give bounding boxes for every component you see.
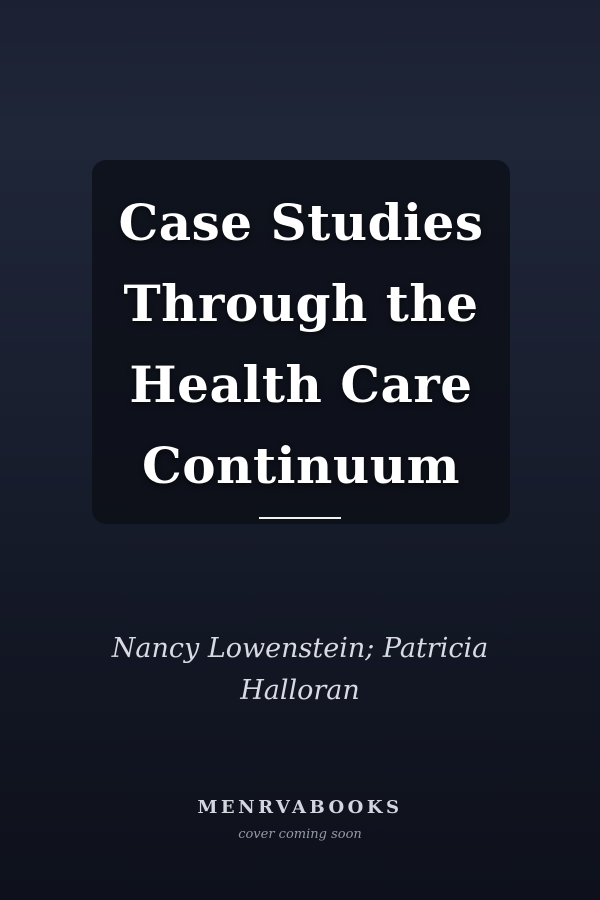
book-title-line: Continuum <box>141 436 461 495</box>
book-authors <box>40 628 560 712</box>
book-title-line: Health Care <box>129 355 473 414</box>
book-title <box>92 182 510 506</box>
book-title-line: Case Studies <box>118 193 484 252</box>
title-divider <box>259 517 341 519</box>
author-line: Nancy Lowenstein; Patricia <box>111 633 489 664</box>
title-panel <box>92 160 510 524</box>
cover-tagline: cover coming soon <box>238 827 362 842</box>
book-title-line: Through the <box>123 274 479 333</box>
publisher-name: MENRVABOOKS <box>197 797 403 818</box>
author-line: Halloran <box>240 675 360 706</box>
